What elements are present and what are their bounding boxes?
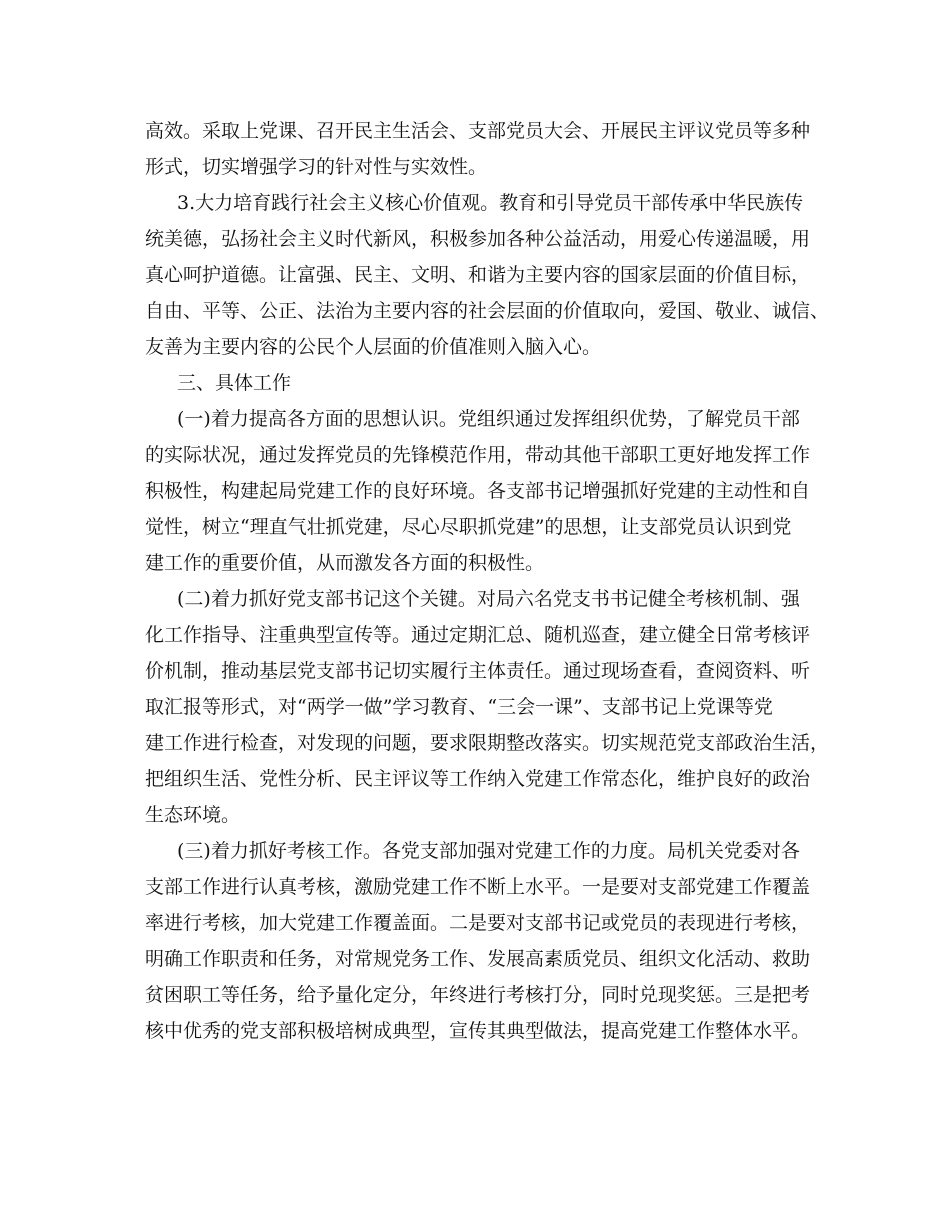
paragraph-line: 支部工作进行认真考核，激励党建工作不断上水平。一是要对支部党建工作覆盖 (145, 876, 811, 898)
paragraph-line: 高效。采取上党课、召开民主生活会、支部党员大会、开展民主评议党员等多种 (145, 120, 811, 142)
paragraph-line: 贫困职工等任务，给予量化定分，年终进行考核打分，同时兑现奖惩。三是把考 (145, 984, 811, 1006)
paragraph-line: 形式，切实增强学习的针对性与实效性。 (145, 156, 488, 178)
paragraph-line: 3.大力培育践行社会主义核心价值观。教育和引导党员干部传承中华民族传 (177, 192, 804, 214)
paragraph-line: 建工作的重要价值，从而激发各方面的积极性。 (145, 552, 545, 574)
paragraph-line: 价机制，推动基层党支部书记切实履行主体责任。通过现场查看，查阅资料、听 (145, 660, 811, 682)
document-body (145, 113, 830, 1049)
paragraph-line: 统美德，弘扬社会主义时代新风，积极参加各种公益活动，用爱心传递温暖，用 (145, 228, 811, 250)
paragraph-line: 率进行考核，加大党建工作覆盖面。二是要对支部书记或党员的表现进行考核， (145, 912, 811, 934)
paragraph-line: 建工作进行检查，对发现的问题，要求限期整改落实。切实规范党支部政治生活， (145, 732, 830, 754)
paragraph-line: 觉性，树立“理直气壮抓党建，尽心尽职抓党建”的思想，让支部党员认识到党 (145, 516, 792, 538)
paragraph-line: 真心呵护道德。让富强、民主、文明、和谐为主要内容的国家层面的价值目标， (145, 264, 811, 286)
paragraph-line: 的实际状况，通过发挥党员的先锋模范作用，带动其他干部职工更好地发挥工作 (145, 444, 811, 466)
paragraph-line: 化工作指导、注重典型宣传等。通过定期汇总、随机巡查，建立健全日常考核评 (145, 624, 811, 646)
section-heading: 三、具体工作 (177, 372, 292, 394)
paragraph-line: (一)着力提高各方面的思想认识。党组织通过发挥组织优势，了解党员干部 (177, 408, 800, 430)
paragraph-line: 把组织生活、党性分析、民主评议等工作纳入党建工作常态化，维护良好的政治 (145, 768, 811, 790)
paragraph-line: 生态环境。 (145, 804, 241, 826)
paragraph-line: (二)着力抓好党支部书记这个关键。对局六名党支书书记健全考核机制、强 (177, 588, 800, 610)
paragraph-line: 明确工作职责和任务，对常规党务工作、发展高素质党员、组织文化活动、救助 (145, 948, 811, 970)
paragraph-line: 积极性，构建起局党建工作的良好环境。各支部书记增强抓好党建的主动性和自 (145, 480, 811, 502)
paragraph-line: 友善为主要内容的公民个人层面的价值准则入脑入心。 (145, 336, 602, 358)
paragraph-line: 核中优秀的党支部积极培树成典型，宣传其典型做法，提高党建工作整体水平。 (145, 1020, 811, 1042)
paragraph-line: 自由、平等、公正、法治为主要内容的社会层面的价值取向，爱国、敬业、诚信、 (145, 300, 830, 322)
paragraph-line: 取汇报等形式，对“两学一做”学习教育、“三会一课”、支部书记上党课等党 (145, 696, 773, 718)
paragraph-line: (三)着力抓好考核工作。各党支部加强对党建工作的力度。局机关党委对各 (177, 840, 800, 862)
